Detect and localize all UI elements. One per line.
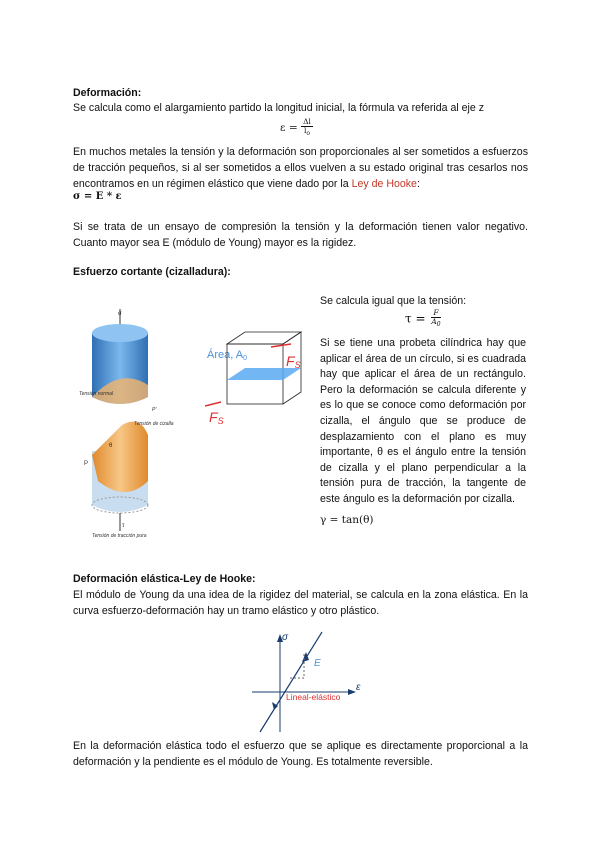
normal-stress-label: Tensión normal [79,391,114,397]
deformacion-paragraph-1-end: : [416,178,420,190]
strain-formula [280,118,313,138]
shear-denominator-sub: 0 [436,321,441,328]
cube-shear-figure [205,322,323,434]
hooke-paragraph-1: El módulo de Young da una idea de la rigidez del material, se calcula en la zona elástica. En la curva esfuerzo-deformación hay un tramo elástico y otro plástico. [73,589,528,617]
ley-de-hooke-link[interactable]: Ley de Hooke [351,178,417,190]
shear-numerator: F [433,308,439,317]
orange-section [92,422,148,492]
shear-formula [405,309,443,329]
shear-denominator: A [431,317,437,326]
section-title-cortante: Esfuerzo cortante (cizalladura): [73,266,231,278]
gamma-formula: γ = tan(θ) [320,514,374,526]
hooke-graph [252,628,372,736]
blue-cylinder-top [92,324,148,342]
shear-plane [227,368,301,380]
area-label-text: Área, A [207,349,244,361]
deformacion-paragraph-1 [73,144,528,192]
cube-top [227,332,301,344]
fs-top-sub: S [294,360,301,370]
fs-bottom-text: F [209,409,218,425]
shear-fraction [429,309,442,329]
deformacion-intro: Se calcula como el alargamiento partido la longitud inicial, la fórmula va referida al eje z [73,102,485,114]
hooke-formula: σ = E * ε [73,191,122,202]
top-force-arrow [271,344,291,347]
epsilon-axis-label: ε [356,682,361,693]
shear-stress-label: Tensión de cizalla [134,421,174,427]
pure-tension-label: Tensión de tracción pura [92,533,147,539]
sigma-top-label: σ [118,311,122,317]
linear-elastic-label: Lineal-elástico [286,692,341,702]
young-modulus-label: E [314,658,321,669]
strain-denominator: l [304,126,307,135]
p-prime-label: P' [152,407,157,413]
fs-bottom-label [209,409,224,426]
strain-numerator: Δl [303,117,311,126]
cortante-intro: Se calcula igual que la tensión: [320,295,467,307]
hooke-paragraph-2: En la deformación elástica todo el esfuerzo que se aplique es directamente proporcional a la deformación y la pendiente es el módulo de Young. Es totalmente reversible. [73,740,528,768]
shear-formula-lhs: τ = [405,311,426,326]
strain-denominator-sub: o [306,130,311,137]
tau-label: τ [122,523,125,529]
section-title-deformacion: Deformación: [73,87,142,99]
p-label: P [84,461,89,467]
cortante-body: Si se tiene una probeta cilíndrica hay que aplicar el área de un círculo, si es cuadrada hay que aplicar el área de un rectángulo. Pero la deformación se calcula diferente y es lo que se conoce como deformación por cizalla, el ángulo que se produce de desplazamiento con el plano es muy importante, θ es el ángulo entre la tensión de cizalla y el plano perpendicular a la tensión pura de tracción, la tangente de este ángulo es la deformación por cizalla. [320,337,526,505]
elastic-arrow-down [272,702,278,710]
fs-top-text: F [286,353,295,369]
elastic-arrow-up [302,652,309,662]
area-label-sub: 0 [243,355,247,362]
deformacion-paragraph-1-text: En muchos metales la tensión y la deformación son proporcionales al ser sometidos a esfuerzos de tracción pequeños, si al ser sometidos a ellos vuelven a su estado original tras cesarlos nos encontramos en un régimen elástico que viene dado por la [73,146,528,190]
strain-fraction [301,118,313,138]
theta-label: θ [109,443,113,449]
deformacion-paragraph-2: Si se trata de un ensayo de compresión la tensión y la deformación tienen valor negativo. Cuanto mayor sea E (módulo de Young) mayor es la rigidez. [73,221,528,249]
strain-formula-lhs: ε = [280,122,298,134]
elastic-line [260,632,322,732]
sigma-axis-label: σ [282,632,289,643]
cylinder-shear-figure [78,305,202,540]
bottom-force-arrow [205,402,221,406]
section-title-hooke: Deformación elástica-Ley de Hooke: [73,573,256,585]
fs-bottom-sub: S [217,416,224,426]
epsilon-axis-arrowhead [348,689,356,695]
fs-top-label [286,353,301,370]
